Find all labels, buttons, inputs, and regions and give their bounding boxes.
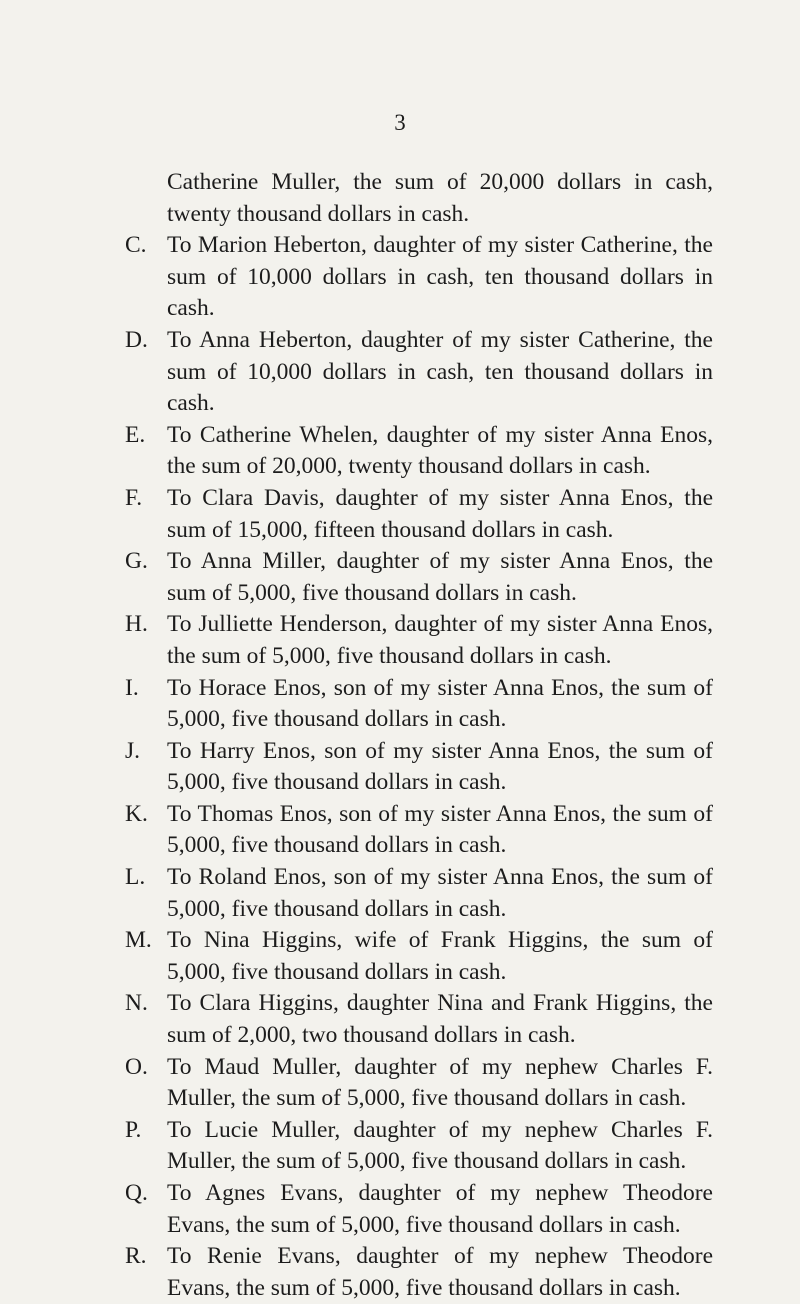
item-letter: G.: [125, 548, 148, 575]
item-letter: K.: [125, 800, 148, 827]
bequest-item-k: [125, 799, 713, 862]
item-text: To Anna Miller, daughter of my sister Anna Enos, the sum of 5,000, five thousand dollars in cash.: [167, 548, 713, 606]
item-text: To Clara Davis, daughter of my sister Anna Enos, the sum of 15,000, fifteen thousand dollars in cash.: [167, 484, 713, 543]
item-letter: Q.: [125, 1180, 148, 1206]
item-text: To Renie Evans, daughter of my nephew Theodore Evans, the sum of 5,000, five thousand dollars in cash.: [167, 1243, 713, 1301]
item-letter: D.: [125, 326, 148, 353]
item-letter: O.: [125, 1053, 148, 1080]
item-letter: I.: [125, 674, 139, 701]
bequest-item-j: [125, 736, 713, 799]
item-text: To Nina Higgins, wife of Frank Higgins, the sum of 5,000, five thousand dollars in cash.: [167, 927, 713, 985]
item-text: To Horace Enos, son of my sister Anna Enos, the sum of 5,000, five thousand dollars in cash.: [167, 674, 713, 733]
bequest-item-e: [125, 420, 713, 483]
item-text: To Thomas Enos, son of my sister Anna Enos, the sum of 5,000, five thousand dollars in cash.: [167, 800, 713, 859]
bequest-item-n: [125, 988, 713, 1051]
item-letter: P.: [125, 1116, 142, 1143]
bequest-item-m: [125, 925, 713, 988]
item-letter: C.: [125, 232, 147, 259]
continued-paragraph: Catherine Muller, the sum of 20,000 dollars in cash, twenty thousand dollars in cash.: [167, 169, 713, 227]
item-letter: M.: [125, 927, 152, 954]
bequest-item-g: [125, 546, 713, 609]
bequest-item-i: [125, 673, 713, 736]
item-text: To Maud Muller, daughter of my nephew Charles F. Muller, the sum of 5,000, five thousand dollars in cash.: [167, 1053, 713, 1112]
item-text: To Julliette Henderson, daughter of my sister Anna Enos, the sum of 5,000, five thousand dollars in cash.: [167, 611, 713, 669]
item-letter: J.: [125, 737, 141, 764]
item-text: To Roland Enos, son of my sister Anna Enos, the sum of 5,000, five thousand dollars in cash.: [167, 864, 713, 922]
item-letter: N.: [125, 990, 148, 1017]
bequest-item-o: [125, 1052, 713, 1115]
item-letter: L.: [125, 864, 146, 891]
bequest-item-q: [125, 1178, 713, 1241]
item-letter: E.: [125, 421, 146, 448]
bequest-item-r: [125, 1241, 713, 1304]
bequest-item-l: [125, 862, 713, 925]
item-text: To Anna Heberton, daughter of my sister Catherine, the sum of 10,000 dollars in cash, ten thousand dollars in cash.: [167, 326, 713, 417]
bequest-item-h: [125, 609, 713, 672]
item-text: To Clara Higgins, daughter Nina and Frank Higgins, the sum of 2,000, two thousand dollars in cash.: [167, 990, 713, 1049]
bequest-item-c: [125, 230, 713, 325]
bequest-list: [125, 167, 713, 1304]
item-letter: F.: [125, 484, 143, 511]
page-number: 3: [394, 110, 406, 135]
bequest-item-p: [125, 1115, 713, 1178]
bequest-item-d: [125, 325, 713, 420]
item-text: To Harry Enos, son of my sister Anna Enos, the sum of 5,000, five thousand dollars in cash.: [167, 737, 713, 796]
bequest-item-f: [125, 483, 713, 546]
item-letter: H.: [125, 611, 148, 638]
item-text: To Marion Heberton, daughter of my sister Catherine, the sum of 10,000 dollars in cash, ten thousand dollars in cash.: [167, 232, 713, 322]
item-text: To Catherine Whelen, daughter of my sister Anna Enos, the sum of 20,000, twenty thousand dollars in cash.: [167, 421, 713, 480]
item-letter: R.: [125, 1243, 147, 1270]
item-text: To Lucie Muller, daughter of my nephew Charles F. Muller, the sum of 5,000, five thousand dollars in cash.: [167, 1116, 713, 1175]
item-text: To Agnes Evans, daughter of my nephew Theodore Evans, the sum of 5,000, five thousand dollars in cash.: [167, 1180, 713, 1238]
